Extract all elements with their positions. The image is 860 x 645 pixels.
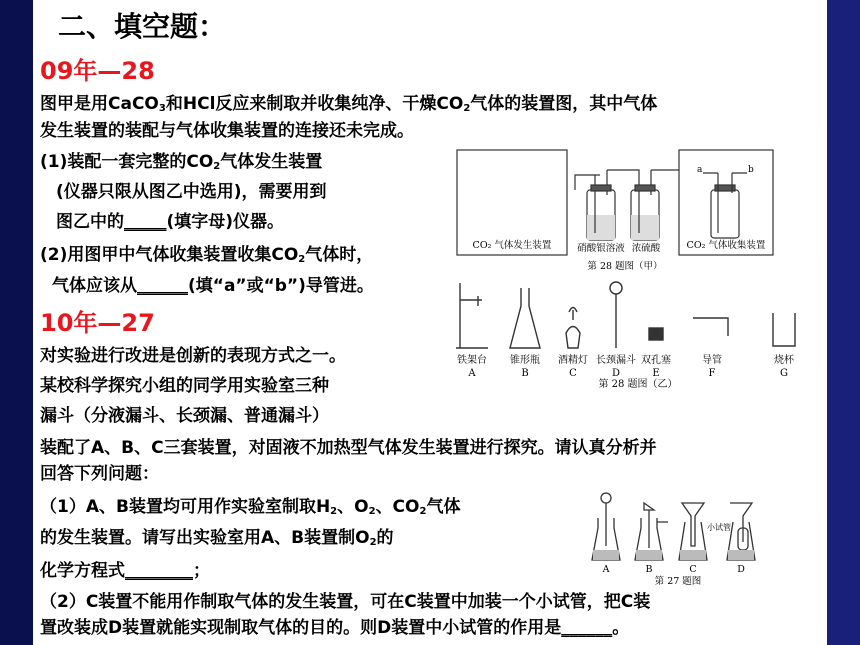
item-label-2: 锥形瓶 <box>510 355 540 366</box>
item-letter-5: E <box>652 368 660 379</box>
beaker-icon <box>773 313 795 346</box>
item-label-7: 烧杯 <box>774 355 794 366</box>
conical-flask-icon <box>510 288 540 348</box>
item-letter-1: A <box>468 368 476 379</box>
collection-box-label: CO₂ 气体收集装置 <box>686 240 766 251</box>
section-heading: 二、填空题： <box>58 10 227 43</box>
q2-line4: 装配了A、B、C三套装置，对固液不加热型气体发生装置进行探究。请认真分析并 <box>40 438 657 458</box>
answer-blank-inlet[interactable]: ______ <box>137 276 188 296</box>
figure-27 <box>588 488 778 588</box>
question-10-27-label: 10年—27 <box>40 309 155 337</box>
long-neck-funnel-icon <box>610 282 622 348</box>
q1-intro-line1: 图甲是用CaCO$_3$和HCl反应来制取并收集纯净、干燥$CO_2$气体的装置图，其中气体 <box>40 94 658 114</box>
item-letter-4: D <box>611 368 621 379</box>
glass-tube-icon <box>693 318 728 336</box>
q1-part1-line2: (仪器只限从图乙中选用)，需要用到 <box>56 182 327 202</box>
q1-part1-line1: (1)装配一套完整的$CO_2$气体发生装置 <box>40 152 323 172</box>
item-label-3: 酒精灯 <box>558 355 588 366</box>
wash-bottle-silver-nitrate <box>575 170 633 240</box>
item-letter-2: B <box>521 368 529 379</box>
question-09-28-label: 09年—28 <box>40 57 155 85</box>
double-hole-stopper-icon <box>649 328 663 340</box>
alcohol-lamp-icon <box>566 308 580 349</box>
q2-part1-line1: （1）A、B装置均可用作实验室制取$H_2$、$O_2$、$CO_2$气体 <box>40 497 461 517</box>
apparatus-letter-a: A <box>602 564 610 575</box>
generator-box-label: CO₂ 气体发生装置 <box>472 240 552 251</box>
figure-28-yi <box>448 278 808 390</box>
q2-line1: 对实验进行改进是创新的表现方式之一。 <box>40 346 346 366</box>
q1-part1-line3: 图乙中的_____(填字母)仪器。 <box>56 212 285 232</box>
q2-part2-line2: 置改装成D装置就能实现制取气体的目的。则D装置中小试管的作用是______。 <box>40 618 630 638</box>
apparatus-letter-b: B <box>645 564 653 575</box>
bottle2-label: 浓硫酸 <box>631 243 661 254</box>
apparatus-letter-d: D <box>737 564 745 575</box>
q2-part1-line3: 化学方程式________； <box>40 561 210 581</box>
q2-line5: 回答下列问题： <box>40 464 159 484</box>
q2-part1-line2: 的发生装置。请写出实验室用A、B装置制$O_2$的 <box>40 528 394 548</box>
apparatus-a <box>592 493 620 560</box>
answer-blank-instruments[interactable]: _____ <box>124 212 167 232</box>
answer-blank-equation[interactable]: ________ <box>125 561 193 581</box>
figure-yi-caption: 第 28 题图（乙） <box>598 379 678 390</box>
apparatus-letter-c: C <box>689 564 697 575</box>
q1-part2-line2: 气体应该从______(填“a”或“b”)导管进。 <box>52 276 374 296</box>
item-letter-6: F <box>708 368 716 379</box>
item-label-5: 双孔塞 <box>641 355 671 366</box>
apparatus-d <box>727 503 755 560</box>
small-tube-label: 小试管 <box>707 523 731 532</box>
item-label-4: 长颈漏斗 <box>596 355 636 366</box>
wash-bottle-sulfuric-acid <box>631 170 680 240</box>
item-letter-3: C <box>569 368 577 379</box>
item-letter-7: G <box>780 368 788 379</box>
port-a-label: a <box>697 165 703 175</box>
apparatus-c <box>679 503 707 560</box>
answer-blank-tube-purpose[interactable]: ______ <box>561 618 613 638</box>
q2-part2-line1: （2）C装置不能用作制取气体的发生装置，可在C装置中加装一个小试管，把C装 <box>40 592 651 612</box>
apparatus-b <box>635 503 668 560</box>
item-label-1: 铁架台 <box>457 355 487 366</box>
iron-stand-icon <box>456 283 488 348</box>
item-label-6: 导管 <box>702 355 722 366</box>
figure-jia-caption: 第 28 题图（甲） <box>587 261 663 272</box>
bottle1-label: 硝酸银溶液 <box>577 243 625 254</box>
port-b-label: b <box>748 165 754 175</box>
q2-line3: 漏斗（分液漏斗、长颈漏、普通漏斗） <box>40 406 329 426</box>
q2-line2: 某校科学探究小组的同学用实验室三种 <box>40 376 329 396</box>
q1-part2-line1: (2)用图甲中气体收集装置收集$CO_2$气体时， <box>40 245 374 265</box>
figure-28-jia <box>455 145 775 275</box>
figure-27-caption: 第 27 题图 <box>654 576 702 587</box>
q1-intro-line2: 发生装置的装配与气体收集装置的连接还未完成。 <box>40 121 414 141</box>
